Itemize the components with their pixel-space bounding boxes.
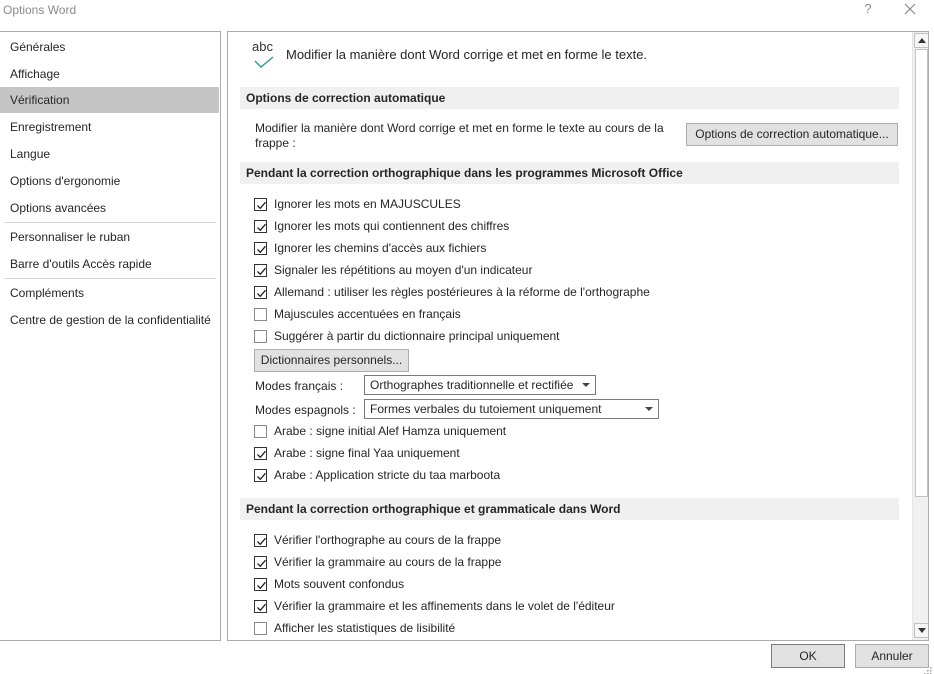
scroll-thumb[interactable] xyxy=(915,49,928,497)
checkbox[interactable] xyxy=(254,220,267,233)
cancel-button[interactable]: Annuler xyxy=(855,644,929,668)
title-bar xyxy=(0,0,934,22)
checkbox[interactable] xyxy=(254,622,267,635)
checkbox[interactable] xyxy=(254,578,267,591)
sidebar-item-affichage[interactable]: Affichage xyxy=(10,67,60,81)
checkbox-label: Vérifier la grammaire au cours de la frappe xyxy=(274,555,502,569)
sidebar-item-generales[interactable]: Générales xyxy=(10,40,66,54)
checkbox[interactable] xyxy=(254,425,267,438)
spanish-modes-label: Modes espagnols : xyxy=(255,403,356,417)
checkbox-label: Vérifier la grammaire et les affinements dans le volet de l'éditeur xyxy=(274,599,615,613)
checkbox[interactable] xyxy=(254,286,267,299)
french-modes-label: Modes français : xyxy=(255,379,344,393)
autocorrect-description-cont: frappe : xyxy=(255,136,296,150)
checkbox-label: Mots souvent confondus xyxy=(274,577,405,591)
arrow-up-icon xyxy=(918,38,926,43)
options-content-panel xyxy=(227,31,929,641)
checkbox-label: Majuscules accentuées en français xyxy=(274,307,461,321)
vertical-scrollbar[interactable] xyxy=(912,32,929,640)
checkbox[interactable] xyxy=(254,534,267,547)
sidebar-item-enregistrement[interactable]: Enregistrement xyxy=(10,120,92,134)
ok-button[interactable]: OK xyxy=(771,644,845,668)
custom-dictionaries-button[interactable]: Dictionnaires personnels... xyxy=(254,349,409,372)
spanish-modes-select[interactable] xyxy=(364,399,659,419)
section-header-office-spelling: Pendant la correction orthographique dans les programmes Microsoft Office xyxy=(240,162,899,184)
checkbox[interactable] xyxy=(254,556,267,569)
spanish-modes-value: Formes verbales du tutoiement uniquement xyxy=(370,402,602,416)
sidebar-item-langue[interactable]: Langue xyxy=(10,147,51,161)
window-title: Options Word xyxy=(3,3,77,17)
checkbox-label: Ignorer les mots en MAJUSCULES xyxy=(274,197,461,211)
chevron-down-icon xyxy=(582,383,590,387)
french-modes-value: Orthographes traditionnelle et rectifiée xyxy=(370,378,574,392)
sidebar-item-complements[interactable]: Compléments xyxy=(10,286,85,300)
sidebar-divider xyxy=(4,222,216,223)
checkbox[interactable] xyxy=(254,600,267,613)
checkbox-label: Arabe : signe initial Alef Hamza uniquement xyxy=(274,424,507,438)
section-header-autocorrect: Options de correction automatique xyxy=(240,87,899,109)
checkbox-label: Arabe : Application stricte du taa marboota xyxy=(274,468,501,482)
french-modes-select[interactable] xyxy=(364,375,596,395)
help-button[interactable]: ? xyxy=(864,1,872,16)
sidebar-item-options-avancees[interactable]: Options avancées xyxy=(10,201,107,215)
checkbox-label: Afficher les statistiques de lisibilité xyxy=(274,621,456,635)
sidebar-item-acces-rapide[interactable]: Barre d'outils Accès rapide xyxy=(10,257,152,271)
checkbox-label: Ignorer les chemins d'accès aux fichiers xyxy=(274,241,487,255)
sidebar-item-verification[interactable]: Vérification xyxy=(0,87,219,113)
page-title: Modifier la manière dont Word corrige et met en forme le texte. xyxy=(286,47,648,62)
checkbox-label: Ignorer les mots qui contiennent des chiffres xyxy=(274,219,510,233)
proofing-icon-text: abc xyxy=(252,39,273,54)
checkbox-label: Vérifier l'orthographe au cours de la frappe xyxy=(274,533,502,547)
scroll-up-button[interactable] xyxy=(914,33,929,48)
checkbox-label: Suggérer à partir du dictionnaire principal uniquement xyxy=(274,329,560,343)
autocorrect-description: Modifier la manière dont Word corrige et met en forme le texte au cours de la xyxy=(255,121,664,135)
checkbox[interactable] xyxy=(254,469,267,482)
scroll-down-button[interactable] xyxy=(914,623,929,638)
checkbox[interactable] xyxy=(254,330,267,343)
sidebar-item-personnaliser-ruban[interactable]: Personnaliser le ruban xyxy=(10,230,131,244)
proofing-icon xyxy=(252,39,280,69)
options-sidebar xyxy=(0,31,221,641)
checkbox-label: Allemand : utiliser les règles postérieures à la réforme de l'orthographe xyxy=(274,285,650,299)
autocorrect-options-button[interactable]: Options de correction automatique... xyxy=(686,123,898,146)
chevron-down-icon xyxy=(645,407,653,411)
resize-grip-icon[interactable] xyxy=(924,664,932,672)
section-header-word-grammar: Pendant la correction orthographique et grammaticale dans Word xyxy=(240,498,899,520)
close-icon[interactable] xyxy=(903,2,917,16)
checkbox[interactable] xyxy=(254,264,267,277)
sidebar-divider xyxy=(4,278,216,279)
checkbox[interactable] xyxy=(254,447,267,460)
arrow-down-icon xyxy=(918,628,926,633)
checkbox-label: Signaler les répétitions au moyen d'un indicateur xyxy=(274,263,533,277)
checkbox[interactable] xyxy=(254,198,267,211)
sidebar-item-ergonomie[interactable]: Options d'ergonomie xyxy=(10,174,121,188)
sidebar-item-confidentialite[interactable]: Centre de gestion de la confidentialité xyxy=(10,313,211,327)
checkbox[interactable] xyxy=(254,308,267,321)
checkbox-label: Arabe : signe final Yaa uniquement xyxy=(274,446,460,460)
checkbox[interactable] xyxy=(254,242,267,255)
